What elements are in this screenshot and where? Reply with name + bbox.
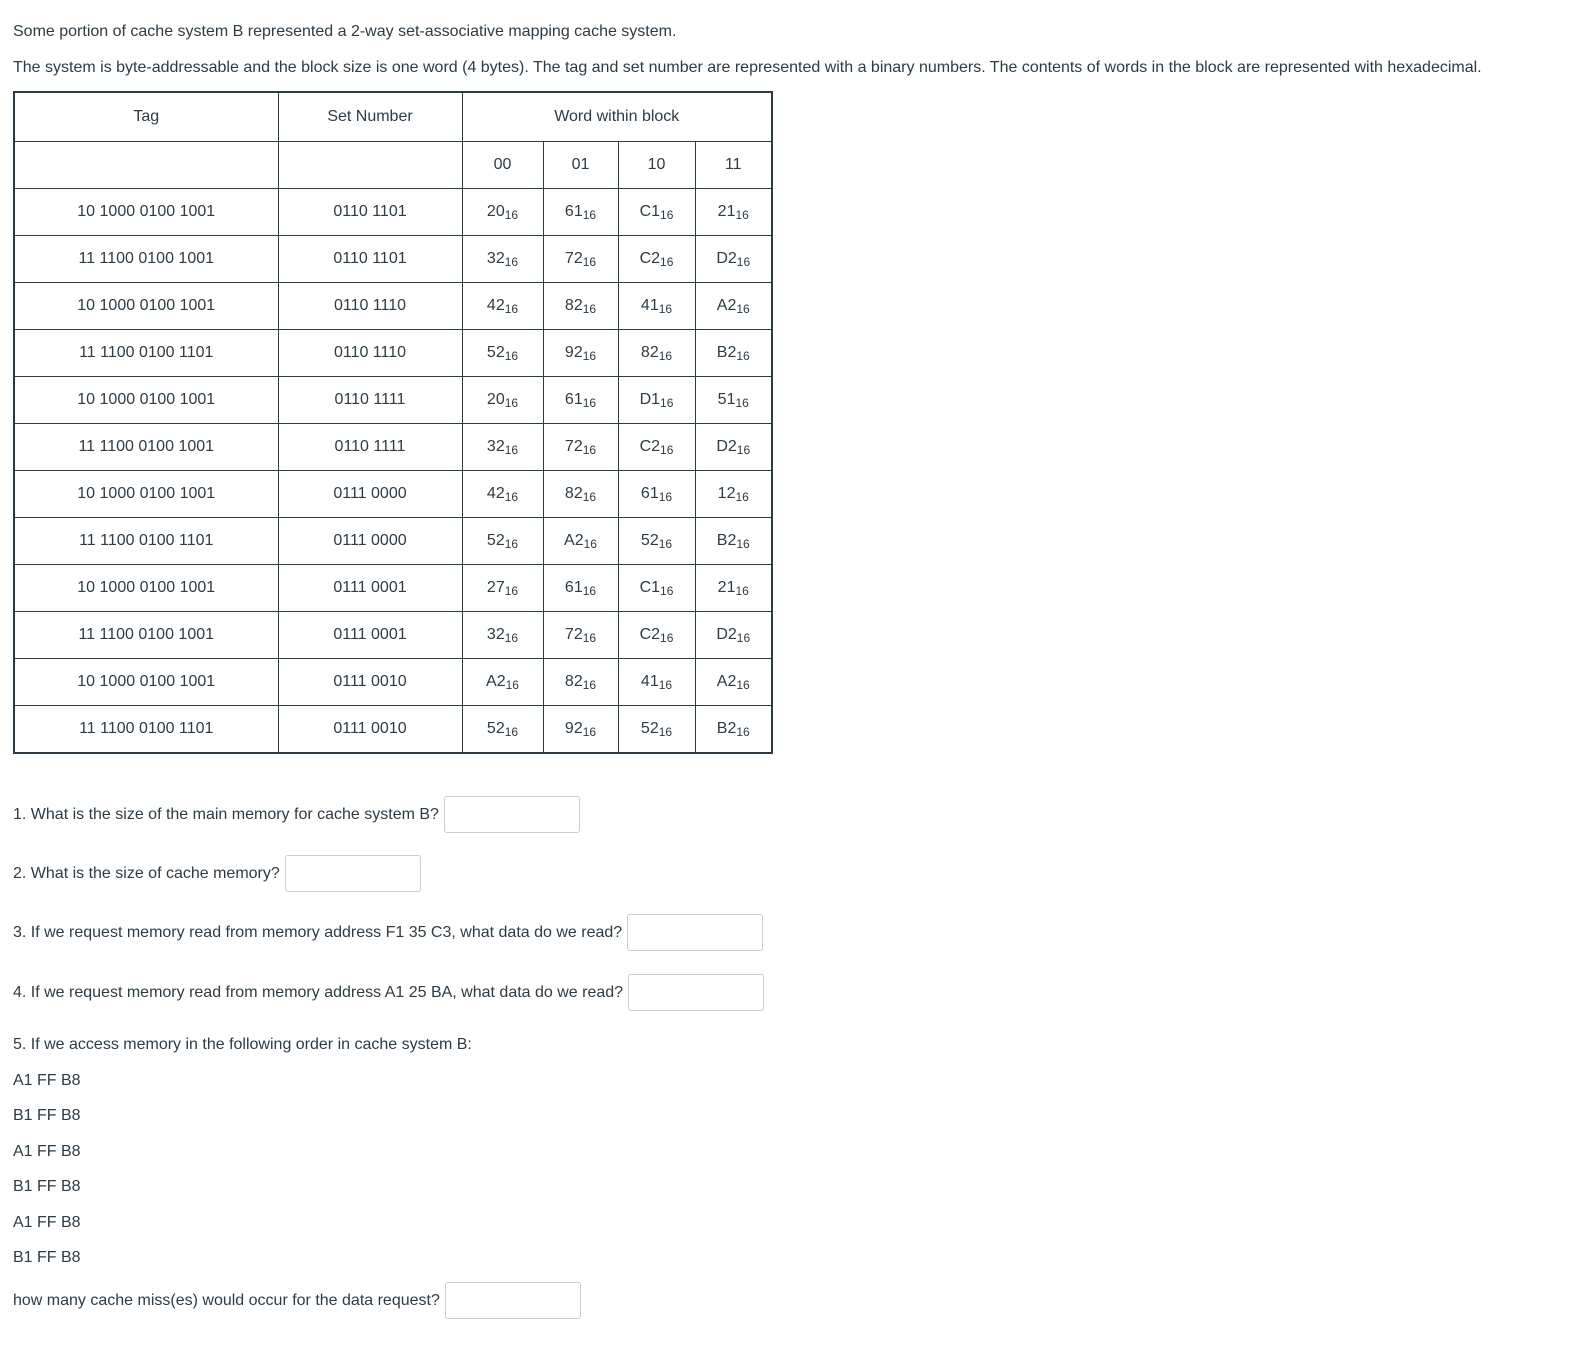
table-row [14, 518, 772, 565]
word-cell [695, 283, 772, 330]
word-cell [695, 706, 772, 754]
offset-10: 10 [618, 142, 695, 189]
word-cell [618, 330, 695, 377]
intro-text-2: The system is byte-addressable and the block size is one word (4 bytes). The tag and set number are represented with a binary numbers. The contents of words in the block are represented with hexadecimal. [13, 59, 1482, 76]
offset-11: 11 [695, 142, 772, 189]
set-number-cell: 0111 0001 [278, 612, 462, 659]
table-row [14, 612, 772, 659]
set-number-cell: 0110 1110 [278, 283, 462, 330]
hex-subscript: 16 [658, 349, 673, 363]
offset-empty-tag [14, 142, 278, 189]
word-cell [695, 424, 772, 471]
hex-subscript: 16 [504, 490, 519, 504]
word-cell [695, 377, 772, 424]
word-value: 61 [640, 485, 659, 502]
set-number-cell: 0111 0001 [278, 565, 462, 612]
table-header-row [14, 92, 772, 142]
set-number-cell: 0111 0000 [278, 518, 462, 565]
table-row [14, 659, 772, 706]
tag-cell: 11 1100 0100 1101 [14, 330, 278, 377]
offset-empty-set [278, 142, 462, 189]
tag-cell: 11 1100 0100 1101 [14, 518, 278, 565]
hex-subscript: 16 [504, 537, 519, 551]
table-row [14, 706, 772, 754]
question-3-label: 3. If we request memory read from memory address F1 35 C3, what data do we read? [13, 923, 623, 941]
word-value: 82 [640, 344, 659, 361]
table-row [14, 330, 772, 377]
word-cell [462, 424, 543, 471]
question-2-answer-input[interactable] [285, 855, 421, 892]
word-value: D2 [716, 438, 737, 455]
tag-cell: 10 1000 0100 1001 [14, 471, 278, 518]
word-value: 52 [486, 532, 505, 549]
hex-subscript: 16 [582, 678, 597, 692]
word-value: 82 [564, 673, 583, 690]
word-cell [543, 612, 618, 659]
table-row [14, 565, 772, 612]
word-value: 42 [486, 297, 505, 314]
hex-subscript: 16 [660, 208, 674, 222]
word-value: C2 [639, 626, 661, 643]
hex-subscript: 16 [504, 255, 519, 269]
question-2-label: 2. What is the size of cache memory? [13, 864, 280, 882]
word-value: C2 [639, 250, 661, 267]
sequence-item-5: A1 FF B8 [13, 1214, 81, 1231]
hex-subscript: 16 [504, 584, 519, 598]
word-cell [695, 330, 772, 377]
word-value: 27 [486, 579, 505, 596]
hex-subscript: 16 [736, 255, 751, 269]
hex-subscript: 16 [505, 678, 519, 692]
word-cell [543, 236, 618, 283]
word-value: C1 [639, 203, 661, 220]
word-value: 21 [717, 579, 736, 596]
word-value: 21 [717, 203, 736, 220]
word-value: B2 [716, 344, 737, 361]
question-3-answer-input[interactable] [627, 914, 763, 951]
tag-cell: 11 1100 0100 1101 [14, 706, 278, 754]
question-5-followup [13, 1282, 581, 1319]
hex-subscript: 16 [582, 396, 597, 410]
word-value: 52 [486, 344, 505, 361]
word-cell [695, 236, 772, 283]
word-cell [543, 471, 618, 518]
word-cell [462, 236, 543, 283]
hex-subscript: 16 [504, 349, 519, 363]
word-value: 20 [486, 203, 505, 220]
hex-subscript: 16 [582, 725, 597, 739]
set-number-cell: 0110 1111 [278, 377, 462, 424]
hex-subscript: 16 [582, 349, 597, 363]
word-cell [618, 659, 695, 706]
table-offset-row [14, 142, 772, 189]
tag-cell: 10 1000 0100 1001 [14, 189, 278, 236]
question-5-followup-label: how many cache miss(es) would occur for the data request? [13, 1291, 440, 1309]
word-cell [695, 518, 772, 565]
hex-subscript: 16 [736, 537, 750, 551]
word-cell [462, 659, 543, 706]
header-tag: Tag [14, 92, 278, 142]
cache-table [13, 91, 773, 754]
set-number-cell: 0111 0010 [278, 706, 462, 754]
word-value: 41 [640, 673, 659, 690]
tag-cell: 10 1000 0100 1001 [14, 659, 278, 706]
question-2 [13, 855, 421, 892]
word-value: A2 [716, 297, 737, 314]
word-value: 82 [564, 297, 583, 314]
hex-subscript: 16 [582, 631, 597, 645]
tag-cell: 10 1000 0100 1001 [14, 565, 278, 612]
word-value: 51 [717, 391, 736, 408]
hex-subscript: 16 [660, 584, 674, 598]
hex-subscript: 16 [735, 396, 749, 410]
word-value: 52 [640, 532, 659, 549]
hex-subscript: 16 [658, 678, 673, 692]
word-cell [695, 612, 772, 659]
question-1 [13, 796, 580, 833]
word-value: 52 [640, 720, 659, 737]
tag-cell: 11 1100 0100 1001 [14, 236, 278, 283]
question-1-answer-input[interactable] [444, 796, 580, 833]
hex-subscript: 16 [658, 725, 673, 739]
word-value: 72 [564, 250, 583, 267]
table-row [14, 424, 772, 471]
sequence-item-3: A1 FF B8 [13, 1143, 81, 1160]
hex-subscript: 16 [736, 302, 750, 316]
word-cell [618, 612, 695, 659]
word-value: 32 [486, 626, 505, 643]
hex-subscript: 16 [660, 255, 674, 269]
question-3 [13, 914, 763, 951]
set-number-cell: 0111 0010 [278, 659, 462, 706]
word-cell [695, 189, 772, 236]
header-set-number: Set Number [278, 92, 462, 142]
hex-subscript: 16 [504, 725, 519, 739]
hex-subscript: 16 [583, 537, 597, 551]
word-value: 20 [486, 391, 505, 408]
header-word-within-block: Word within block [462, 92, 772, 142]
hex-subscript: 16 [582, 208, 597, 222]
word-cell [618, 471, 695, 518]
word-cell [543, 424, 618, 471]
question-4 [13, 974, 764, 1011]
word-value: D1 [639, 391, 661, 408]
word-cell [462, 330, 543, 377]
hex-subscript: 16 [504, 302, 519, 316]
word-cell [695, 471, 772, 518]
word-cell [462, 377, 543, 424]
set-number-cell: 0110 1101 [278, 236, 462, 283]
word-cell [618, 236, 695, 283]
question-1-label: 1. What is the size of the main memory for cache system B? [13, 805, 439, 823]
word-cell [618, 377, 695, 424]
hex-subscript: 16 [504, 443, 519, 457]
hex-subscript: 16 [660, 631, 674, 645]
hex-subscript: 16 [582, 490, 597, 504]
question-4-label: 4. If we request memory read from memory address A1 25 BA, what data do we read? [13, 983, 624, 1001]
table-row [14, 189, 772, 236]
hex-subscript: 16 [736, 443, 751, 457]
hex-subscript: 16 [582, 584, 597, 598]
word-value: 42 [486, 485, 505, 502]
word-value: A2 [716, 673, 737, 690]
word-value: 41 [640, 297, 659, 314]
word-value: 92 [564, 344, 583, 361]
table-row [14, 236, 772, 283]
word-cell [618, 565, 695, 612]
word-cell [543, 565, 618, 612]
question-5-answer-input[interactable] [445, 1282, 581, 1319]
hex-subscript: 16 [658, 302, 673, 316]
word-cell [618, 518, 695, 565]
word-cell [618, 706, 695, 754]
word-cell [543, 659, 618, 706]
word-value: 72 [564, 626, 583, 643]
word-cell [543, 518, 618, 565]
table-row [14, 377, 772, 424]
hex-subscript: 16 [660, 443, 674, 457]
word-cell [462, 189, 543, 236]
sequence-item-2: B1 FF B8 [13, 1107, 81, 1124]
sequence-item-6: B1 FF B8 [13, 1249, 81, 1266]
word-cell [543, 283, 618, 330]
word-cell [462, 518, 543, 565]
hex-subscript: 16 [658, 490, 673, 504]
word-value: 32 [486, 250, 505, 267]
hex-subscript: 16 [736, 631, 751, 645]
word-value: 61 [564, 203, 583, 220]
hex-subscript: 16 [660, 396, 674, 410]
word-value: 32 [486, 438, 505, 455]
word-cell [543, 706, 618, 754]
tag-cell: 11 1100 0100 1001 [14, 612, 278, 659]
hex-subscript: 16 [504, 631, 519, 645]
hex-subscript: 16 [735, 208, 749, 222]
word-cell [462, 283, 543, 330]
word-value: B2 [716, 720, 737, 737]
intro-text-1: Some portion of cache system B represented a 2-way set-associative mapping cache system. [13, 23, 677, 40]
table-row [14, 471, 772, 518]
tag-cell: 10 1000 0100 1001 [14, 283, 278, 330]
word-value: 82 [564, 485, 583, 502]
word-value: B2 [716, 532, 737, 549]
hex-subscript: 16 [504, 208, 519, 222]
word-value: D2 [716, 250, 737, 267]
word-value: 61 [564, 391, 583, 408]
word-value: 92 [564, 720, 583, 737]
question-5-label: 5. If we access memory in the following order in cache system B: [13, 1036, 472, 1053]
word-value: C1 [639, 579, 661, 596]
word-value: 12 [717, 485, 736, 502]
word-cell [462, 471, 543, 518]
hex-subscript: 16 [582, 302, 597, 316]
hex-subscript: 16 [735, 584, 749, 598]
word-value: 52 [486, 720, 505, 737]
word-value: C2 [639, 438, 661, 455]
offset-00: 00 [462, 142, 543, 189]
word-value: 72 [564, 438, 583, 455]
word-cell [543, 330, 618, 377]
hex-subscript: 16 [736, 349, 750, 363]
word-cell [618, 283, 695, 330]
word-cell [462, 706, 543, 754]
word-value: A2 [486, 673, 506, 690]
hex-subscript: 16 [736, 725, 750, 739]
word-cell [462, 612, 543, 659]
set-number-cell: 0110 1110 [278, 330, 462, 377]
tag-cell: 10 1000 0100 1001 [14, 377, 278, 424]
word-cell [695, 565, 772, 612]
hex-subscript: 16 [658, 537, 673, 551]
hex-subscript: 16 [582, 255, 597, 269]
set-number-cell: 0111 0000 [278, 471, 462, 518]
hex-subscript: 16 [504, 396, 519, 410]
hex-subscript: 16 [735, 490, 749, 504]
set-number-cell: 0110 1101 [278, 189, 462, 236]
hex-subscript: 16 [736, 678, 750, 692]
offset-01: 01 [543, 142, 618, 189]
word-value: D2 [716, 626, 737, 643]
word-cell [618, 189, 695, 236]
sequence-item-4: B1 FF B8 [13, 1178, 81, 1195]
word-cell [462, 565, 543, 612]
question-4-answer-input[interactable] [628, 974, 764, 1011]
word-cell [543, 189, 618, 236]
hex-subscript: 16 [582, 443, 597, 457]
word-cell [695, 659, 772, 706]
sequence-item-1: A1 FF B8 [13, 1072, 81, 1089]
set-number-cell: 0110 1111 [278, 424, 462, 471]
table-row [14, 283, 772, 330]
word-cell [543, 377, 618, 424]
word-cell [618, 424, 695, 471]
word-value: 61 [564, 579, 583, 596]
word-value: A2 [564, 532, 584, 549]
tag-cell: 11 1100 0100 1001 [14, 424, 278, 471]
